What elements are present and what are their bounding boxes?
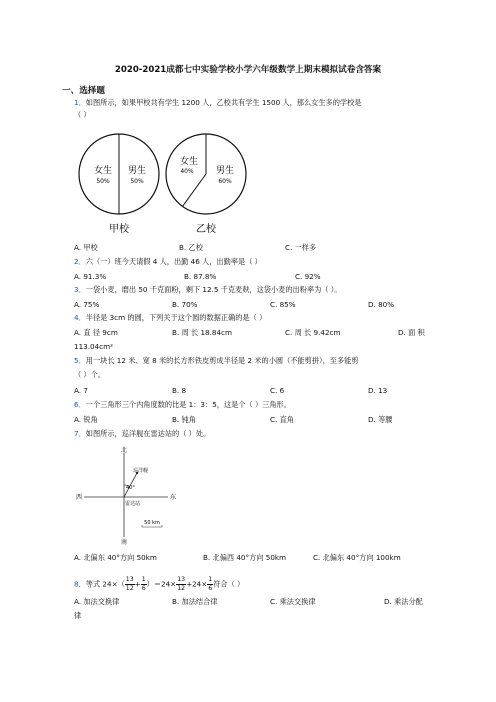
- q5-option-d: D. 13: [368, 386, 388, 395]
- question-text: 一个三角形三个内角度数的比是 1：3：5，这是个（ ）三角形。: [85, 400, 291, 409]
- scale-label: 50 km: [144, 520, 160, 526]
- north-label: 北: [120, 447, 128, 454]
- question-1: [74, 98, 362, 108]
- pie2-left-label: 女生: [179, 157, 199, 167]
- q6-option-a: A. 锐角: [74, 415, 98, 424]
- question-text: 如图所示，如果甲校共有学生 1200 人，乙校共有学生 1500 人，那么女生多的学校是: [85, 98, 362, 107]
- question-3: [74, 285, 342, 295]
- question-number: 6．: [74, 400, 86, 409]
- q1-option-c: C. 一样多: [285, 243, 317, 252]
- pie1-right-pct: 50%: [130, 178, 144, 185]
- q1-option-b: B. 乙校: [179, 243, 203, 252]
- question-text: 半径是 3cm 的圆，下列关于这个圆的数据正确的是（ ）: [85, 313, 267, 322]
- pie2-right-pct: 60%: [218, 178, 232, 185]
- question-8: 8．等式 24×（ $\frac{13}{12}$ + $\frac{1}{6}$ ）＝24× $\frac{13}{12}$ +24× $\frac{1}{6}$ 符合（ ）: [74, 576, 245, 592]
- question-5-cont: （ ）个。: [74, 370, 106, 379]
- question-5: [74, 356, 359, 366]
- fraction-1-6-b: $\frac{1}{6}$: [208, 576, 213, 592]
- q4-option-d-cont: 113.04cm²: [74, 342, 113, 351]
- q8-option-d: D. 乘法分配: [384, 597, 423, 606]
- question-number: 8．: [74, 579, 86, 589]
- section-heading: 一、选择题: [62, 86, 105, 96]
- question-text: 用一块长 12 米、宽 8 米的长方形铁皮剪成半径是 2 米的小圆（不能剪拼），至多能剪: [85, 356, 359, 365]
- question-number: 7．: [74, 429, 86, 438]
- q3-option-b: B. 70%: [172, 300, 198, 309]
- q7-option-a: A. 北偏东 40°方向 50km: [74, 553, 157, 562]
- pie2-caption: 乙校: [196, 224, 216, 235]
- pie1-right-label: 男生: [127, 166, 147, 176]
- radar-map-figure: [74, 445, 184, 545]
- q8-option-a: A. 加法交换律: [74, 597, 120, 606]
- west-label: 西: [75, 494, 83, 501]
- angle-label: 40°: [126, 485, 135, 491]
- question-7: [74, 429, 210, 439]
- question-number: 4．: [74, 313, 86, 322]
- q2-option-a: A. 91.3%: [74, 272, 107, 281]
- q8-option-c: C. 乘法交换律: [270, 597, 316, 606]
- pie-chart-school-b: [166, 134, 246, 235]
- question-1-cont: （ ）: [74, 110, 91, 119]
- q3-option-d: D. 80%: [368, 300, 395, 309]
- q6-option-c: C. 直角: [270, 415, 294, 424]
- q8-option-d-cont: 律: [74, 611, 82, 620]
- ship-label: 巡洋舰: [133, 468, 149, 474]
- east-label: 东: [169, 494, 177, 501]
- q8-option-b: B. 加法结合律: [172, 597, 218, 606]
- fraction-13-12: $\frac{13}{12}$: [125, 576, 134, 592]
- q4-option-d: D. 面 积: [398, 328, 425, 337]
- equation-prefix: 等式 24×（: [85, 579, 125, 589]
- question-number: 2．: [74, 257, 86, 266]
- pie-chart-school-a: [79, 134, 159, 235]
- q5-option-a: A. 7: [74, 386, 88, 395]
- question-number: 1．: [74, 98, 86, 107]
- question-text: 六（一）班今天请假 4 人，出勤 46 人，出勤率是（ ）: [85, 257, 262, 266]
- question-number: 5．: [74, 356, 86, 365]
- pie-charts-figure: [78, 126, 258, 238]
- fraction-13-12-b: $\frac{13}{12}$: [177, 576, 186, 592]
- q5-option-b: B. 8: [172, 386, 187, 395]
- pie1-left-label: 女生: [93, 166, 113, 176]
- question-text: 一袋小麦，磨出 50 千克面粉，剩下 12.5 千克麦麸，这袋小麦的出粉率为（ ）。: [85, 285, 342, 294]
- pie2-right-label: 男生: [215, 166, 235, 176]
- q4-option-b: B. 周 长 18.84cm: [172, 328, 232, 337]
- question-number: 3．: [74, 285, 86, 294]
- q5-option-c: C. 6: [270, 386, 285, 395]
- pie2-left-pct: 40%: [180, 168, 194, 175]
- question-2: [74, 257, 262, 267]
- q2-option-b: B. 87.8%: [184, 272, 217, 281]
- q3-option-a: A. 75%: [74, 300, 100, 309]
- q6-option-d: D. 等腰: [368, 415, 393, 424]
- south-label: 南: [120, 539, 128, 545]
- q2-option-c: C. 92%: [295, 272, 321, 281]
- q6-option-b: B. 钝角: [172, 415, 196, 424]
- station-label: 雷达站: [125, 501, 141, 507]
- equation-suffix: 符合（ ）: [213, 579, 245, 589]
- fraction-1-6: $\frac{1}{6}$: [141, 576, 146, 592]
- q7-option-c: C. 北偏东 40°方向 100km: [313, 553, 401, 562]
- q4-option-a: A. 直 径 9cm: [74, 328, 118, 337]
- question-4: [74, 313, 266, 323]
- pie1-caption: 甲校: [109, 224, 129, 235]
- question-text: 如图所示，巡洋舰在雷达站的（ ）处。: [85, 429, 211, 438]
- pie1-left-pct: 50%: [96, 178, 110, 185]
- page-title: 2020-2021成都七中实验学校小学六年级数学上期末模拟试卷含答案: [114, 65, 382, 75]
- q1-option-a: A. 甲校: [74, 243, 98, 252]
- q4-option-c: C. 周 长 9.42cm: [285, 328, 341, 337]
- q3-option-c: C. 85%: [270, 300, 296, 309]
- q7-option-b: B. 北偏西 40°方向 50km: [203, 553, 287, 562]
- question-6: [74, 400, 291, 410]
